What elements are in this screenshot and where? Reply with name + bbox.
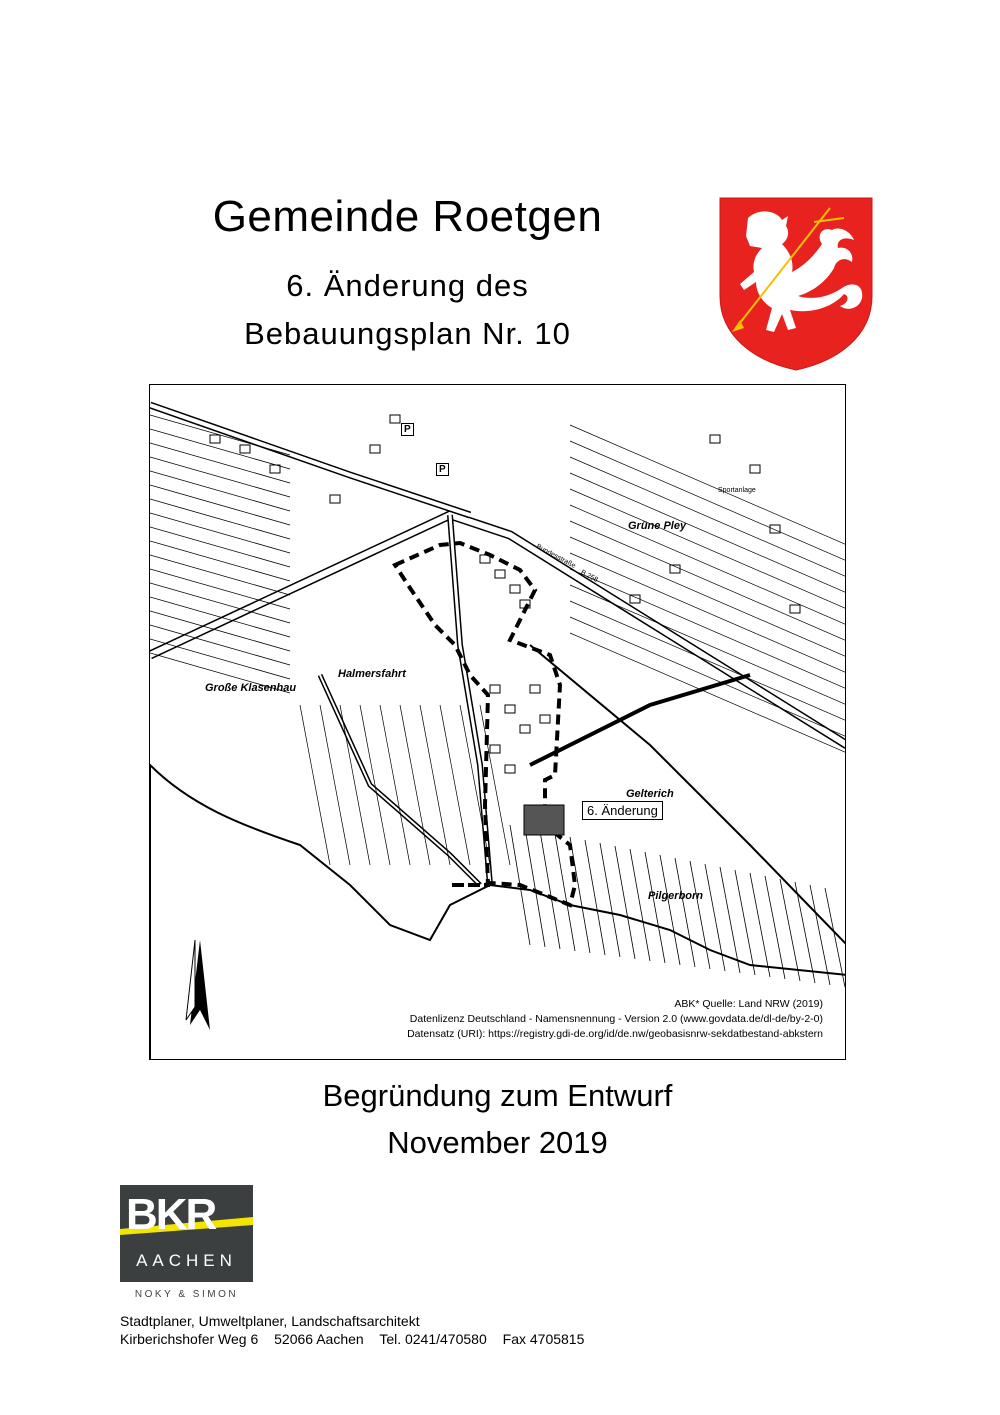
coat-of-arms-icon [718,196,874,371]
building [490,685,500,693]
logo-city: AACHEN [136,1251,237,1270]
map-label-gruene-pley: Grüne Pley [628,520,687,532]
parcel-line [570,521,846,641]
map-label-b258: B 258 [579,569,599,584]
attribution-line: Datensatz (URI): https://registry.gdi-de.org/id/de.nw/geobasisnrw-sekdatbestand-abkstern [407,1028,823,1040]
building [270,465,280,473]
building [370,445,380,453]
parking-symbol: P [436,463,449,476]
parcel-line [570,617,846,737]
building [240,445,250,453]
parcel-line [360,705,390,865]
building [750,465,760,473]
building [770,525,780,533]
firm-description: Stadtplaner, Umweltplaner, Landschaftsarchitekt [120,1313,420,1329]
firm-phone: Tel. 0241/470580 [379,1331,487,1347]
building [390,415,400,423]
road-suedstrasse-outline [530,675,750,765]
parcel-line [570,569,846,689]
firm-fax: Fax 4705815 [502,1331,585,1347]
building [530,685,540,693]
building [790,605,800,613]
building [510,585,520,593]
document-type: Begründung zum Entwurf [322,1078,673,1113]
subtitle-line-2: Bebauungsplan Nr. 10 [244,316,571,351]
map-label-sportanlage: Sportanlage [718,487,756,494]
logo-text: BKR [126,1190,216,1239]
document-date: November 2019 [387,1125,608,1160]
parcel-line [570,457,846,577]
road-b258-outline [150,515,846,745]
firm-street: Kirberichshofer Weg 6 [120,1331,259,1347]
parcel-line [570,633,846,753]
map-label-gelterich: Gelterich [626,788,674,800]
firm-address [120,1331,596,1347]
map-label-halmersfahrt: Halmersfahrt [338,668,406,680]
attribution-line: ABK* Quelle: Land NRW (2019) [674,998,823,1010]
map-attribution [407,997,823,1042]
building [540,715,550,723]
map-label-grosse-klasenhau: Große Klasenhau [205,682,297,694]
parcel-line [570,489,846,609]
firm-city: 52066 Aachen [274,1331,364,1347]
parking-symbol: P [401,423,414,436]
building [330,495,340,503]
parcel-line [795,882,815,983]
building [710,435,720,443]
parcel-line [810,885,830,985]
parcel-line [440,705,470,865]
parcel-line [340,705,370,865]
parcel-line [570,601,846,721]
plan-boundary [395,543,575,905]
parcel-line [300,705,330,865]
parcel-line [570,441,846,561]
building [505,705,515,713]
change-area [524,805,564,835]
page-title: Gemeinde Roetgen [212,192,603,241]
subtitle-line-1: 6. Änderung des [286,268,529,303]
firm-logo [120,1185,253,1282]
building [520,725,530,733]
parcel-line [735,870,755,975]
logo-subtitle: NOKY & SIMON [134,1289,239,1300]
parcel-line [380,705,410,865]
map-label-pilgerborn: Pilgerborn [648,890,704,902]
change-area-label: 6. Änderung [582,801,663,820]
parcel-line [750,873,770,977]
map-label-bundesstrasse: Bundesstraße [534,543,577,570]
building [495,570,505,578]
road-b258-fill [150,515,846,745]
building [505,765,515,773]
attribution-line: Datenlizenz Deutschland - Namensnennung - Version 2.0 (www.govdata.de/dl-de/by-2-0) [409,1013,823,1025]
parcel-line [570,425,846,545]
building [210,435,220,443]
building [490,745,500,753]
parcel-line [765,876,785,979]
site-map [149,384,846,1060]
parcel-line [570,473,846,593]
parcel-line [400,705,430,865]
parcel-line [570,505,846,625]
